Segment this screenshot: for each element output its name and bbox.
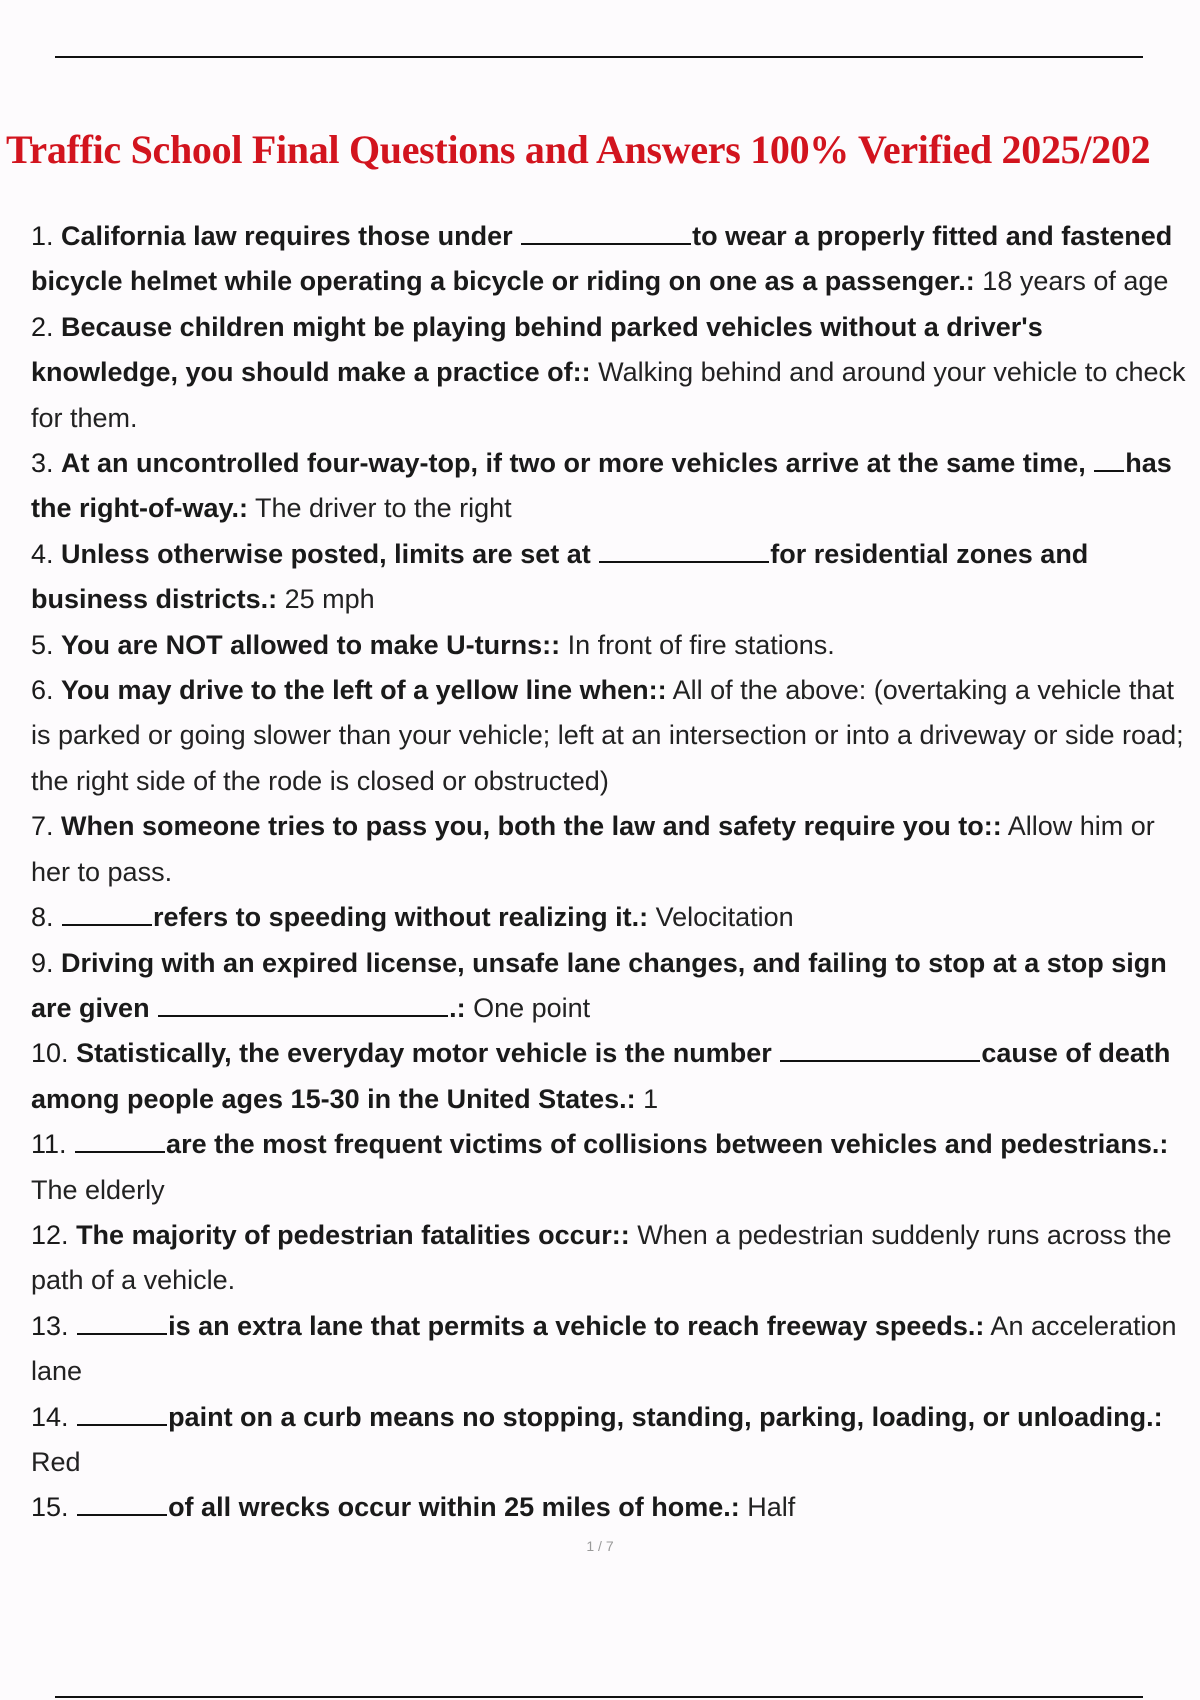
answer-blank (599, 561, 769, 563)
answer-text: All of the above: (overtaking a vehicle that is parked or going slower than your vehicle; left at an intersection or into a driveway or side road; the right side of the rode is closed or obstructed) (31, 675, 1184, 796)
answer-text: Walking behind and around your vehicle to check for them. (31, 357, 1186, 433)
question-list (31, 214, 1197, 1531)
page-number: 1 / 7 (586, 1538, 614, 1554)
question-number: 10. (31, 1038, 69, 1069)
question-text: You may drive to the left of a yellow line when:: (61, 675, 667, 706)
question-text: Unless otherwise posted, limits are set at for residential zones and business districts.: (31, 538, 1089, 615)
answer-blank (158, 1015, 448, 1017)
answer-blank (77, 1333, 167, 1335)
question-number: 2. (31, 311, 54, 342)
answer-blank (521, 243, 691, 245)
question-item (31, 1485, 1197, 1530)
question-item (31, 1304, 1197, 1395)
answer-blank (1094, 470, 1124, 472)
question-item (31, 1213, 1197, 1304)
answer-text: The driver to the right (247, 493, 512, 524)
question-text: Because children might be playing behind parked vehicles without a driver's knowledge, you should make a practice of:: (31, 311, 1043, 388)
answer-text: Red (31, 1446, 81, 1477)
answer-text: One point (465, 992, 591, 1023)
question-text: Statistically, the everyday motor vehicle is the number cause of death among people ages 15-30 in the United States.: (31, 1038, 1171, 1114)
answer-blank (62, 924, 152, 926)
question-text: is an extra lane that permits a vehicle to reach freeway speeds.: (76, 1311, 984, 1341)
question-item (31, 1395, 1197, 1486)
answer-blank (77, 1424, 167, 1426)
question-item (31, 941, 1197, 1032)
answer-text: In front of fire stations. (560, 629, 835, 660)
question-number: 8. (31, 902, 54, 933)
question-item (31, 214, 1197, 305)
question-text: Driving with an expired license, unsafe lane changes, and failing to stop at a stop sign are given .: (31, 947, 1167, 1023)
question-item (31, 532, 1197, 623)
question-number: 15. (31, 1492, 69, 1523)
question-item (31, 441, 1197, 532)
question-text: The majority of pedestrian fatalities occur:: (76, 1219, 630, 1250)
answer-text: An acceleration lane (31, 1310, 1177, 1387)
question-text: California law requires those under to wear a properly fitted and fastened bicycle helmet while operating a bicycle or riding on one as a passenger.: (31, 221, 1173, 297)
question-item (31, 1122, 1197, 1213)
question-number: 12. (31, 1219, 69, 1250)
answer-text: 18 years of age (974, 266, 1169, 297)
answer-blank (780, 1060, 980, 1062)
answer-text: 25 mph (277, 584, 375, 615)
answer-text: Velocitation (648, 902, 794, 933)
question-number: 14. (31, 1401, 69, 1432)
answer-text: Half (739, 1492, 796, 1523)
question-item (31, 623, 1197, 668)
answer-blank (77, 1514, 167, 1516)
question-text: At an uncontrolled four-way-top, if two or more vehicles arrive at the same time, has the right-of-way.: (31, 448, 1172, 524)
question-text: When someone tries to pass you, both the law and safety require you to:: (61, 811, 1002, 842)
question-number: 3. (31, 448, 54, 479)
answer-text: Allow him or her to pass. (31, 811, 1155, 887)
question-text: are the most frequent victims of collisions between vehicles and pedestrians.: (74, 1129, 1168, 1159)
question-text: of all wrecks occur within 25 miles of home.: (76, 1492, 740, 1522)
answer-text: When a pedestrian suddenly runs across the path of a vehicle. (31, 1219, 1172, 1296)
answer-blank (75, 1151, 165, 1153)
question-number: 11. (31, 1129, 67, 1160)
question-item (31, 804, 1197, 895)
question-number: 4. (31, 538, 54, 569)
question-number: 9. (31, 947, 54, 978)
question-item (31, 305, 1197, 441)
question-number: 6. (31, 675, 54, 706)
header-rule (55, 56, 1143, 58)
document-title: Traffic School Final Questions and Answers 100% Verified 2025/202 (6, 127, 1151, 172)
question-text: You are NOT allowed to make U-turns:: (61, 629, 561, 660)
question-item (31, 1031, 1197, 1122)
question-text: paint on a curb means no stopping, standing, parking, loading, or unloading.: (76, 1402, 1163, 1432)
question-number: 5. (31, 629, 54, 660)
question-number: 7. (31, 811, 54, 842)
footer-rule (55, 1696, 1143, 1698)
answer-text: The elderly (31, 1174, 165, 1205)
question-item (31, 895, 1197, 940)
question-text: refers to speeding without realizing it.: (61, 902, 648, 932)
question-number: 13. (31, 1310, 69, 1341)
answer-text: 1 (635, 1083, 659, 1114)
question-item (31, 668, 1197, 804)
question-number: 1. (31, 221, 54, 251)
